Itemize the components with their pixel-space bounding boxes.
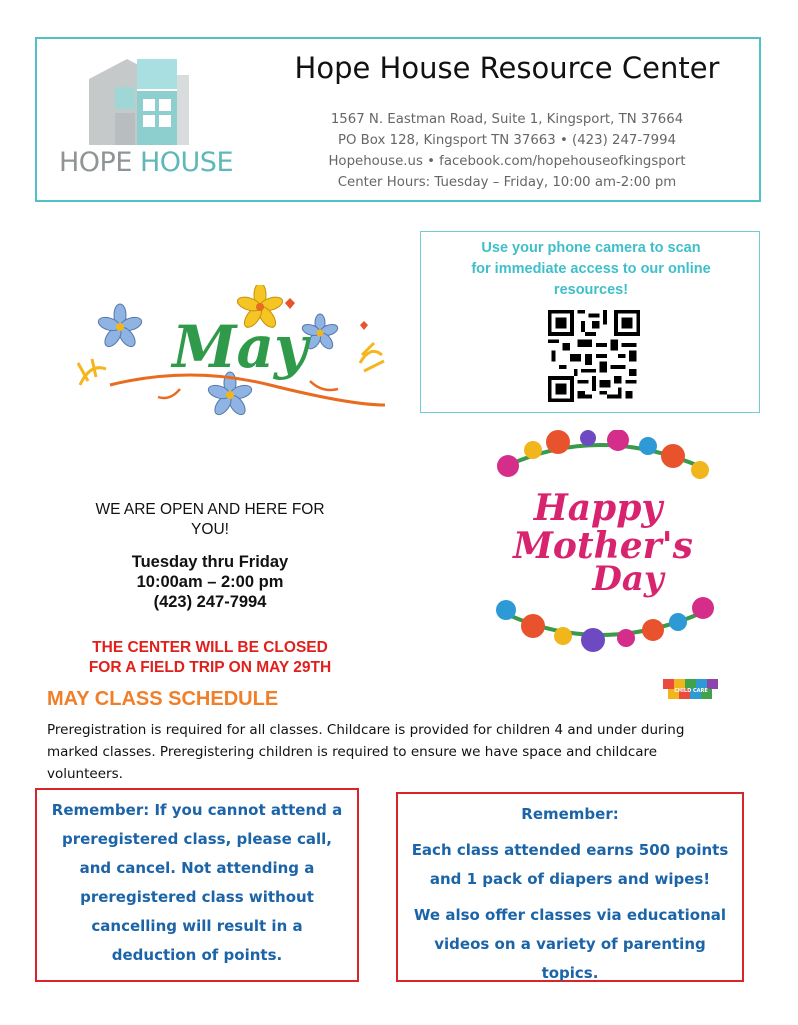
childcare-blocks-icon (663, 679, 719, 699)
reminder-points-paragraph-1 (404, 836, 736, 894)
reminder-points-text (404, 800, 736, 988)
reminder-points-line-2: and 1 pack of diapers and wipes! (429, 870, 711, 888)
mothers-word-mothers: Mother's (513, 525, 693, 567)
prereg-line-2: marked classes. Preregistering children is required to ensure we have space and childcare (47, 744, 658, 760)
reminder-points-line-1: Each class attended earns 500 points (411, 841, 729, 859)
closed-line-1: THE CENTER WILL BE CLOSED (92, 639, 328, 656)
open-line-2: YOU! (191, 521, 229, 538)
preregistration-paragraph (47, 719, 759, 785)
reminder-points-box (396, 792, 744, 982)
reminder-cancel-line-3: and cancel. Not attending a (79, 859, 315, 877)
open-info (55, 500, 365, 612)
mothers-day-illustration (478, 430, 723, 655)
open-hours (55, 552, 365, 612)
may-illustration (70, 285, 390, 425)
reminder-cancel-line-2: preregistered class, please call, (62, 830, 332, 848)
header-box (35, 37, 761, 202)
reminder-videos-line-1: We also offer classes via educational (413, 906, 727, 924)
qr-line-1: Use your phone camera to scan (481, 240, 701, 256)
hope-house-logo (57, 57, 235, 177)
page-title: Hope House Resource Center (294, 51, 720, 85)
contact-info (267, 109, 747, 193)
open-days: Tuesday thru Friday (131, 553, 289, 571)
reminder-videos-line-2: videos on a variety of parenting (434, 935, 706, 953)
mothers-word-day: Day (592, 559, 664, 599)
reminder-cancel-text (43, 796, 351, 970)
reminder-cancel-line-6: deduction of points. (111, 946, 283, 964)
reminder-points-heading: Remember: (521, 805, 619, 823)
qr-instructions (441, 238, 741, 301)
prereg-line-3: volunteers. (47, 766, 123, 782)
open-phone: (423) 247-7994 (153, 593, 267, 611)
prereg-line-1: Preregistration is required for all classes. Childcare is provided for children 4 and under during (47, 722, 685, 738)
web-line: Hopehouse.us • facebook.com/hopehouseofkingsport (328, 154, 686, 169)
reminder-cancel-box (35, 788, 359, 982)
reminder-cancel-line-4: preregistered class without (80, 888, 314, 906)
pobox-phone-line: PO Box 128, Kingsport TN 37663 • (423) 247-7994 (337, 133, 677, 148)
open-line-1: WE ARE OPEN AND HERE FOR (95, 501, 325, 518)
qr-line-2: for immediate access to our online (471, 261, 711, 277)
may-word: May (172, 313, 308, 381)
logo-word-hope: HOPE (58, 147, 132, 178)
qr-code-icon[interactable] (548, 310, 640, 402)
qr-line-3: resources! (553, 282, 629, 298)
house-icon (57, 57, 235, 147)
closed-notice (45, 638, 375, 678)
logo-word-house: HOUSE (139, 147, 233, 178)
closed-line-2: FOR A FIELD TRIP ON MAY 29TH (88, 659, 332, 676)
logo-wordmark (57, 147, 235, 178)
address-line: 1567 N. Eastman Road, Suite 1, Kingsport, TN 37664 (330, 112, 684, 127)
hours-line: Center Hours: Tuesday – Friday, 10:00 am-2:00 pm (337, 175, 677, 190)
mothers-word-happy: Happy (533, 487, 663, 529)
reminder-cancel-line-5: cancelling will result in a (91, 917, 303, 935)
schedule-title: MAY CLASS SCHEDULE (47, 688, 279, 710)
reminder-videos-line-3: topics. (541, 964, 599, 982)
open-heading (55, 500, 365, 540)
qr-box (420, 231, 760, 413)
open-time: 10:00am – 2:00 pm (136, 573, 284, 591)
reminder-points-paragraph-2 (404, 901, 736, 988)
reminder-cancel-line-1: Remember: If you cannot attend a (51, 801, 343, 819)
childcare-blocks-text: CHILD CARE (674, 688, 708, 694)
